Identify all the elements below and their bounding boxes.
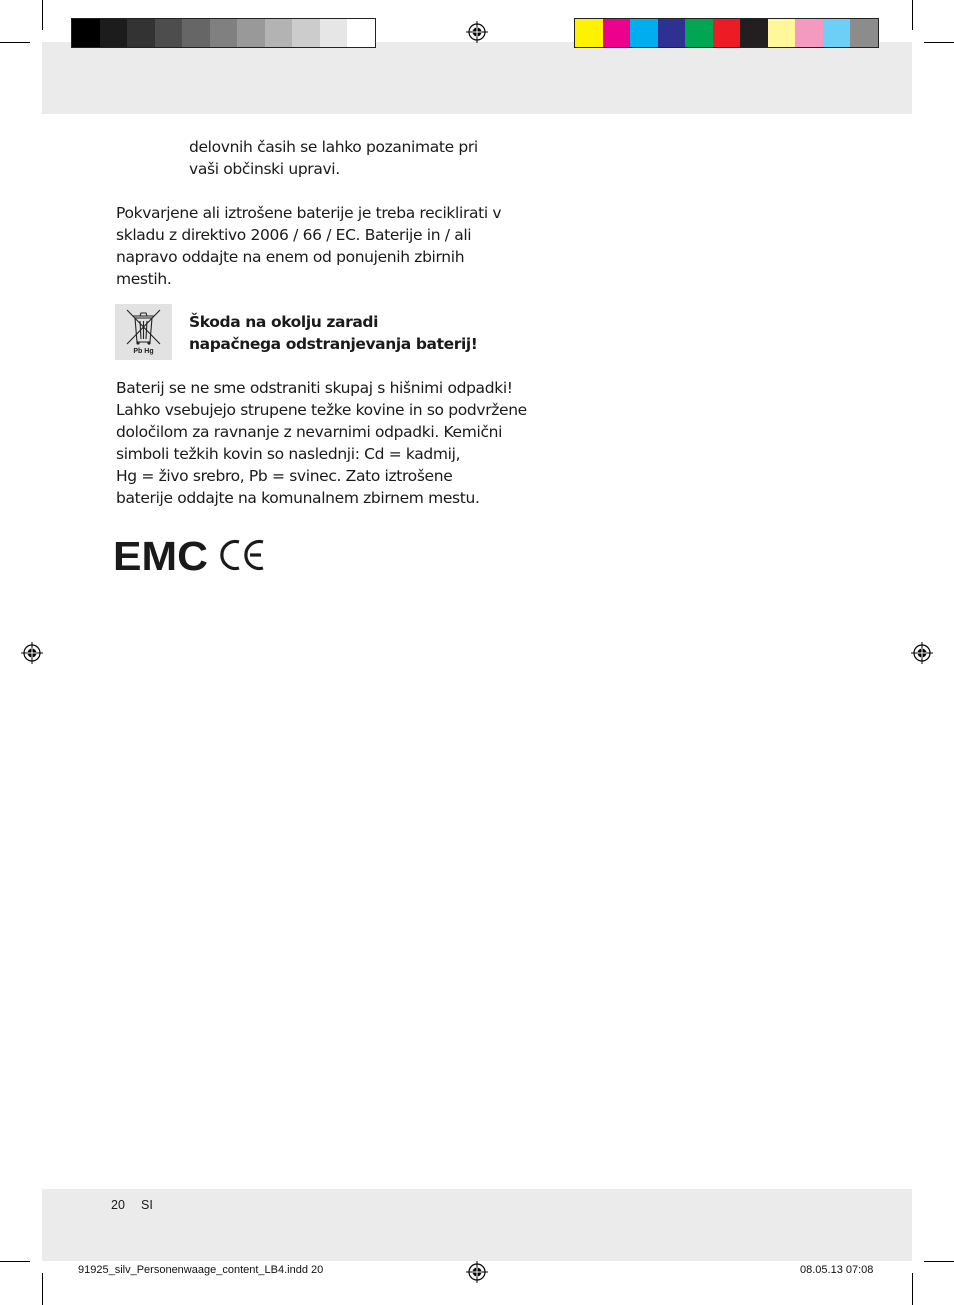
color-swatch [630,19,658,47]
emc-logo: EMC [113,533,208,577]
color-swatch [155,19,183,47]
text-line: Pokvarjene ali iztrošene baterije je treba reciklirati v [116,204,502,222]
process-color-bar [574,18,879,48]
text-line: baterije oddajte na komunalnem zbirnem mestu. [116,489,480,507]
crop-mark [42,1273,43,1305]
color-swatch [210,19,238,47]
text-line: Hg = živo srebro, Pb = svinec. Zato iztrošene [116,467,453,485]
color-swatch [685,19,713,47]
registration-mark-icon [466,21,488,43]
color-swatch [182,19,210,47]
slug-filename: 91925_silv_Personenwaage_content_LB4.indd 20 [78,1264,324,1276]
color-swatch [795,19,823,47]
text-line: Lahko vsebujejo strupene težke kovine in so podvržene [116,401,527,419]
battery-recycling-paragraph [116,202,501,290]
color-swatch [320,19,348,47]
color-swatch [768,19,796,47]
color-swatch [850,19,878,47]
slug-date: 08.05.13 07:08 [800,1264,874,1276]
color-swatch [347,19,375,47]
color-swatch [603,19,631,47]
heading-line: napačnega odstranjevanja baterij! [189,335,478,353]
text-line: simboli težkih kovin so naslednji: Cd = kadmij, [116,445,461,463]
text-line: določilom za ravnanje z nevarnimi odpadki. Kemični [116,423,503,441]
registration-mark-icon [466,1261,488,1283]
text-line: Baterij se ne sme odstraniti skupaj s hišnimi odpadki! [116,379,513,397]
bin-graphic [115,304,172,350]
bottom-band [42,1189,912,1261]
text-line: skladu z direktivo 2006 / 66 / EC. Baterije in / ali [116,226,472,244]
color-swatch [713,19,741,47]
crossed-out-bin-icon [115,304,172,360]
text-line: napravo oddajte na enem od ponujenih zbirnih [116,248,465,266]
ce-mark-icon [222,542,263,569]
text-line: mestih. [116,270,172,288]
grayscale-color-bar [71,18,376,48]
heading-line: Škoda na okolju zaradi [189,313,378,331]
color-swatch [100,19,128,47]
disposal-info-paragraph [189,136,478,180]
heavy-metals-paragraph [116,377,527,509]
warning-heading [189,311,477,355]
top-band [42,42,912,114]
crop-mark [0,1261,30,1262]
color-swatch [72,19,100,47]
page-language: SI [141,1198,153,1212]
heavy-metal-label: Pb Hg [133,348,154,355]
text-line: vaši občinski upravi. [189,160,340,178]
color-swatch [292,19,320,47]
registration-mark-icon [911,642,933,664]
crop-mark [924,1261,954,1262]
crop-mark [912,1273,913,1305]
crop-mark [42,0,43,30]
color-swatch [740,19,768,47]
color-swatch [823,19,851,47]
emc-ce-mark [113,533,273,577]
color-swatch [575,19,603,47]
crop-mark [0,42,30,43]
color-swatch [237,19,265,47]
crop-mark [924,42,954,43]
page-number: 20 [111,1198,125,1212]
color-swatch [658,19,686,47]
color-swatch [127,19,155,47]
crop-mark [912,0,913,30]
registration-mark-icon [21,642,43,664]
color-swatch [265,19,293,47]
text-line: delovnih časih se lahko pozanimate pri [189,138,478,156]
